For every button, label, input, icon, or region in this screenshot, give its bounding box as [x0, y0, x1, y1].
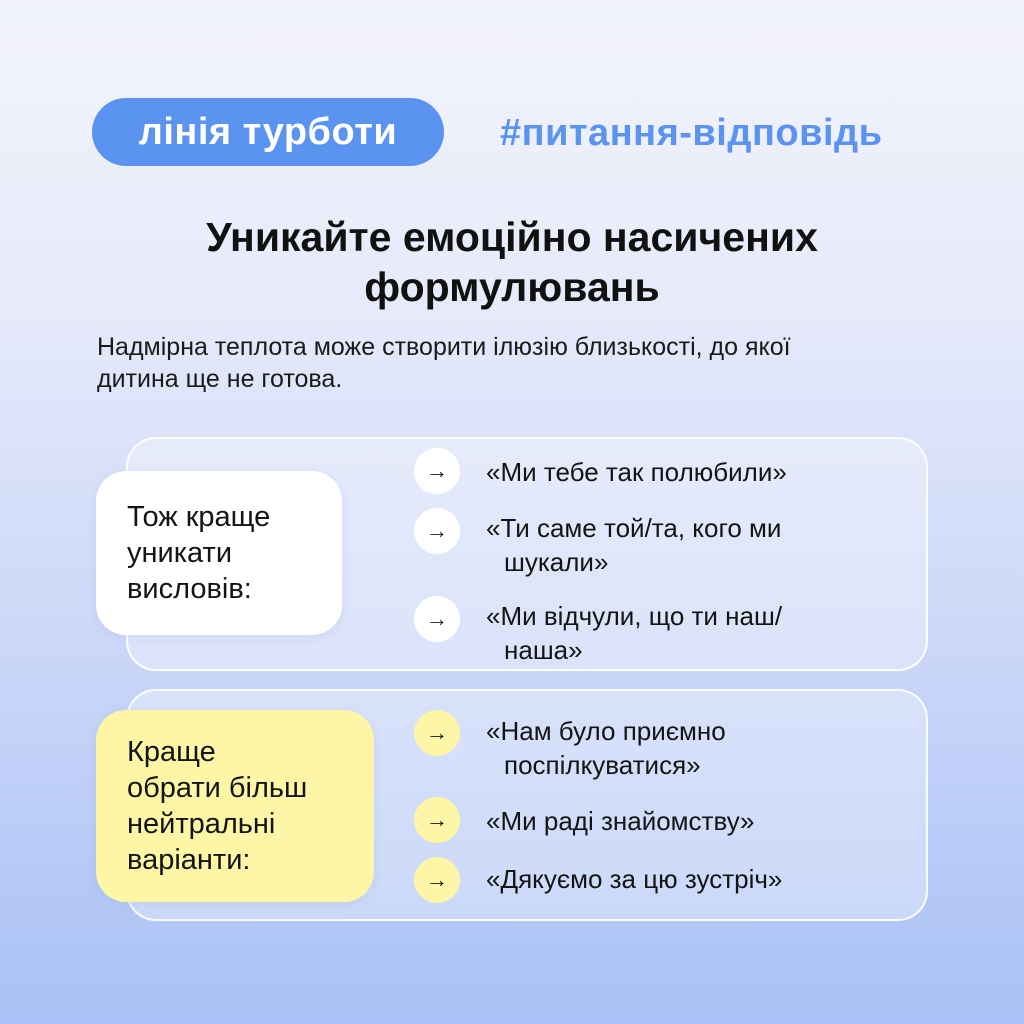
page-subtitle	[97, 331, 957, 395]
arrow-right-icon: →	[414, 448, 460, 494]
neutral-phrase-text: «Ми раді знайомству»	[486, 806, 755, 836]
avoid-phrase-item	[486, 599, 916, 667]
avoid-phrase-text: «Ти саме той/та, кого ми	[486, 513, 782, 543]
neutral-label-box	[96, 710, 374, 902]
neutral-phrase-item	[486, 714, 916, 782]
arrow-right-icon: →	[414, 710, 460, 756]
avoid-phrase-text-continued: шукали»	[504, 547, 609, 577]
arrow-right-icon: →	[414, 797, 460, 843]
avoid-label-line: уникати	[127, 537, 233, 569]
arrow-right-icon: →	[414, 508, 460, 554]
category-tag: лінія турботи	[92, 98, 444, 166]
neutral-label-line: Краще	[127, 736, 216, 768]
neutral-label-line: варіанти:	[127, 844, 251, 876]
neutral-phrase-text: «Дякуємо за цю зустріч»	[486, 864, 783, 894]
neutral-phrase-text: «Нам було приємно	[486, 716, 726, 746]
avoid-label-line: висловів:	[127, 573, 252, 605]
avoid-phrase-text: «Ми відчули, що ти наш/	[486, 601, 783, 631]
hashtag-label: #питання-відповідь	[500, 111, 883, 154]
page-subtitle-line-1: Надмірна теплота може створити ілюзію близькості, до якої	[97, 333, 791, 361]
page-title	[60, 212, 964, 312]
avoid-label-line: Тож краще	[127, 501, 271, 533]
neutral-phrase-text-continued: поспілкуватися»	[504, 750, 701, 780]
avoid-phrase-item	[486, 511, 916, 579]
neutral-label-line: обрати більш	[127, 772, 308, 804]
arrow-right-icon: →	[414, 596, 460, 642]
avoid-phrase-text: «Ми тебе так полюбили»	[486, 457, 787, 487]
arrow-right-icon: →	[414, 857, 460, 903]
neutral-label-line: нейтральні	[127, 808, 276, 840]
page-title-line-1: Уникайте емоційно насичених	[206, 214, 818, 260]
neutral-phrase-item	[486, 862, 916, 896]
neutral-phrase-item	[486, 804, 916, 838]
avoid-label-box	[96, 471, 342, 635]
avoid-phrase-item	[486, 455, 916, 489]
avoid-phrase-text-continued: наша»	[504, 635, 583, 665]
page-title-line-2: формулювань	[364, 264, 660, 310]
page-subtitle-line-2: дитина ще не готова.	[97, 365, 343, 393]
